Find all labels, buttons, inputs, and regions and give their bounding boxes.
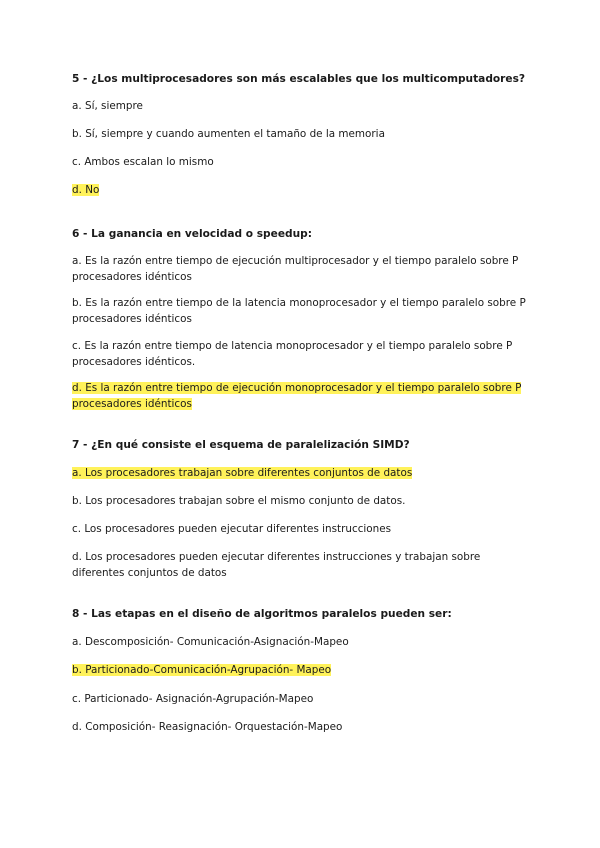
highlighted-answer: a. Los procesadores trabajan sobre diferentes conjuntos de datos bbox=[72, 467, 413, 479]
question-8-title: 8 - Las etapas en el diseño de algoritmos paralelos pueden ser: bbox=[72, 608, 452, 620]
highlighted-answer: d. Es la razón entre tiempo de ejecución monoprocesador y el tiempo paralelo sobre P procesadores idénticos bbox=[72, 382, 522, 410]
question-5-option-d bbox=[72, 183, 528, 199]
question-5-option-a: a. Sí, siempre bbox=[72, 100, 143, 112]
question-6-option-a: a. Es la razón entre tiempo de ejecución multiprocesador y el tiempo paralelo sobre P procesadores idénticos bbox=[72, 255, 519, 283]
question-7-title: 7 - ¿En qué consiste el esquema de paralelización SIMD? bbox=[72, 439, 410, 451]
highlighted-answer: d. No bbox=[72, 184, 100, 196]
question-5-option-b: b. Sí, siempre y cuando aumenten el tamaño de la memoria bbox=[72, 128, 385, 140]
question-8-option-d: d. Composición- Reasignación- Orquestación-Mapeo bbox=[72, 721, 343, 733]
question-6-option-b: b. Es la razón entre tiempo de la latencia monoprocesador y el tiempo paralelo sobre P procesadores idénticos bbox=[72, 297, 526, 325]
question-7-option-d: d. Los procesadores pueden ejecutar diferentes instrucciones y trabajan sobre diferentes conjuntos de datos bbox=[72, 551, 481, 579]
question-7-option-a bbox=[72, 466, 528, 482]
highlighted-answer: b. Particionado-Comunicación-Agrupación- Mapeo bbox=[72, 664, 332, 676]
question-5-option-c: c. Ambos escalan lo mismo bbox=[72, 156, 214, 168]
question-6-option-c: c. Es la razón entre tiempo de latencia monoprocesador y el tiempo paralelo sobre P procesadores idénticos. bbox=[72, 340, 513, 368]
question-7-option-c: c. Los procesadores pueden ejecutar diferentes instrucciones bbox=[72, 523, 392, 535]
question-5-title: 5 - ¿Los multiprocesadores son más escalables que los multicomputadores? bbox=[72, 73, 526, 85]
question-8-option-c: c. Particionado- Asignación-Agrupación-Mapeo bbox=[72, 693, 314, 705]
question-8-option-a: a. Descomposición- Comunicación-Asignación-Mapeo bbox=[72, 636, 349, 648]
question-8-option-b bbox=[72, 663, 528, 679]
question-6-option-d bbox=[72, 381, 528, 412]
question-6-title: 6 - La ganancia en velocidad o speedup: bbox=[72, 228, 312, 240]
question-7-option-b: b. Los procesadores trabajan sobre el mismo conjunto de datos. bbox=[72, 495, 406, 507]
